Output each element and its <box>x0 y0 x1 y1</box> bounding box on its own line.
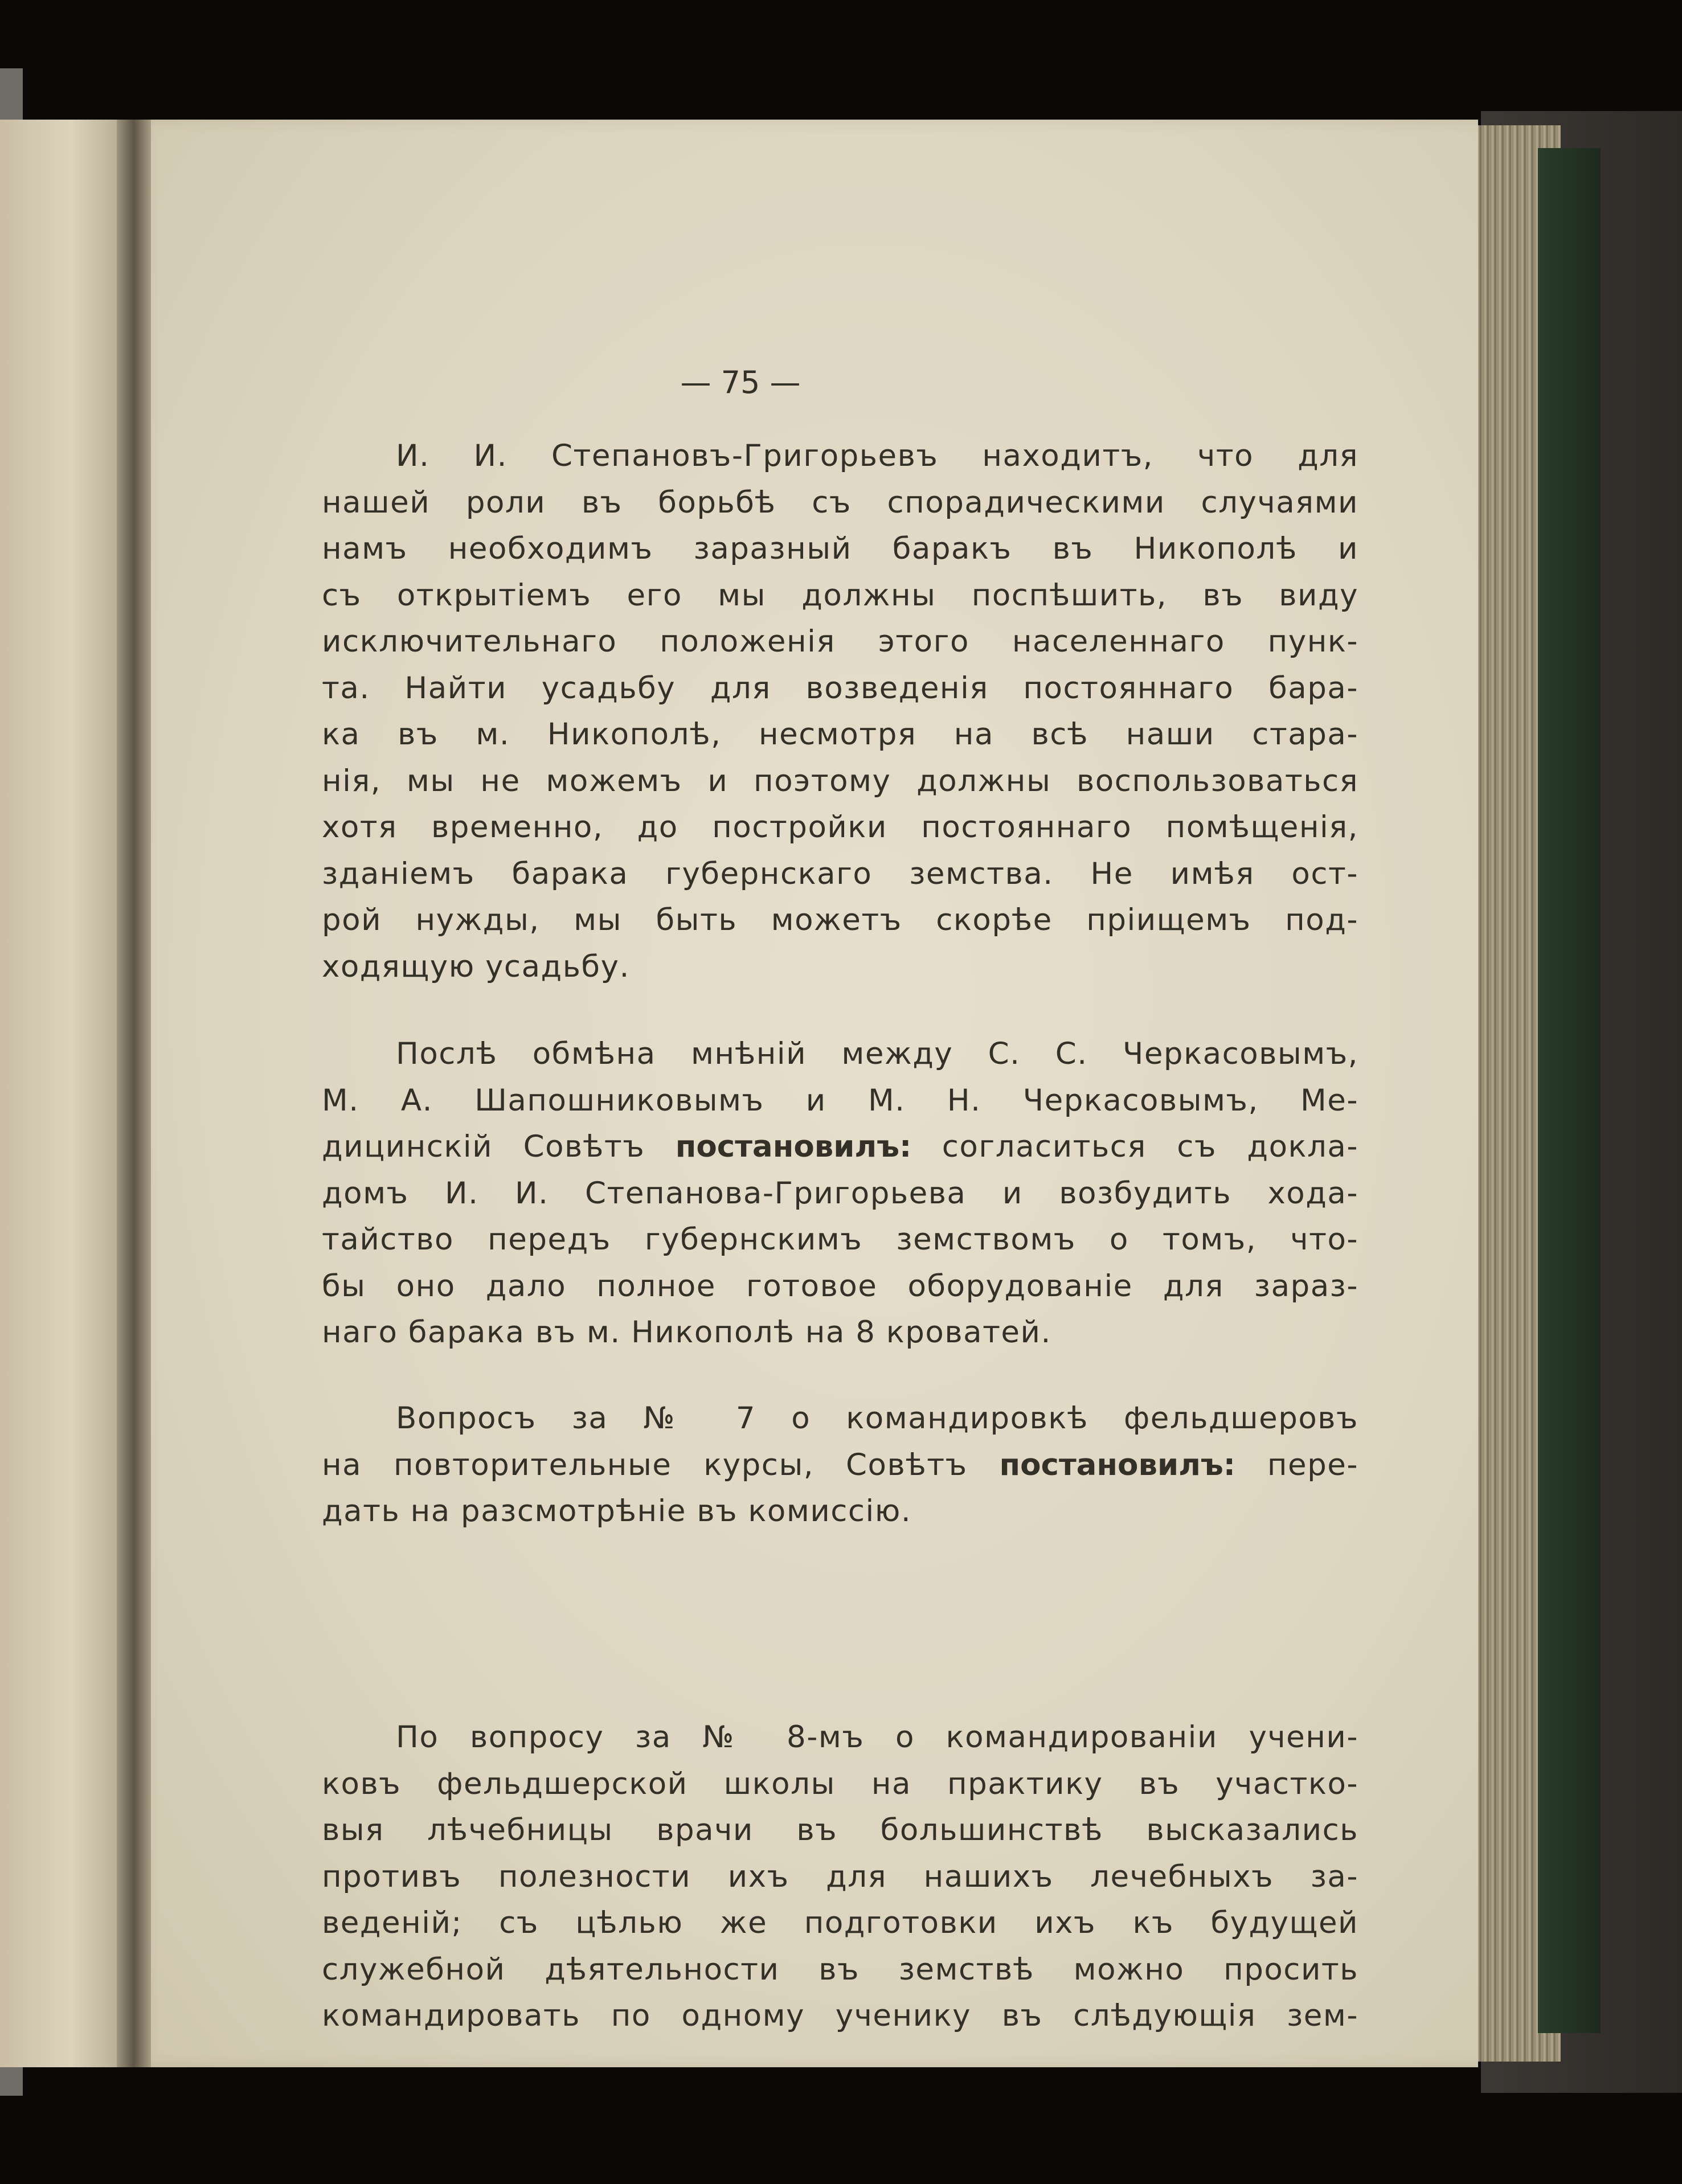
decision-keyword: постановилъ: <box>999 1447 1235 1482</box>
text-line: съ открытіемъ его мы должны поспѣшить, въ виду <box>322 577 1358 613</box>
binding-edge <box>1538 148 1601 2033</box>
text-line-with-emphasis <box>322 1129 1358 1176</box>
book-page <box>128 120 1478 2067</box>
left-page-edge <box>0 120 128 2067</box>
text-line: По вопросу за № 8-мъ о командированіи учени- <box>396 1720 1358 1755</box>
text-line-with-emphasis <box>322 1448 1358 1494</box>
text-line: хотя временно, до постройки постояннаго помѣщенія, <box>322 810 1358 845</box>
paragraph-1 <box>322 439 1358 995</box>
text-fragment: дицинскій Совѣтъ <box>322 1129 676 1164</box>
text-line: зданіемъ барака губернскаго земства. Не имѣя ост- <box>322 856 1358 891</box>
text-line: домъ И. И. Степанова-Григорьева и возбудить хода- <box>322 1175 1358 1211</box>
text-line: та. Найти усадьбу для возведенія постояннаго бара- <box>322 670 1358 706</box>
text-line: тайство передъ губернскимъ земствомъ о томъ, что- <box>322 1222 1358 1257</box>
page-number: — 75 — <box>680 364 801 400</box>
text-line: ка въ м. Никополѣ, несмотря на всѣ наши стара- <box>322 717 1358 752</box>
text-line: веденій; съ цѣлью же подготовки ихъ къ будущей <box>322 1906 1358 1940</box>
text-line: Послѣ обмѣна мнѣній между С. С. Черкасовымъ, <box>396 1036 1358 1071</box>
text-line: ковъ фельдшерской школы на практику въ участко- <box>322 1766 1358 1801</box>
text-line: И. И. Степановъ-Григорьевъ находитъ, что для <box>396 439 1358 473</box>
text-line: наго барака въ м. Никополѣ на 8 кроватей. <box>322 1315 1051 1350</box>
text-line: намъ необходимъ заразный баракъ въ Никополѣ и <box>322 531 1358 566</box>
text-line: бы оно дало полное готовое оборудованіе для зараз- <box>322 1268 1358 1304</box>
text-fragment: согласиться съ докла- <box>911 1129 1358 1164</box>
text-line: дать на разсмотрѣніе въ комиссію. <box>322 1494 912 1529</box>
text-line: командировать по одному ученику въ слѣдующія зем- <box>322 1998 1358 2033</box>
text-line: ходящую усадьбу. <box>322 949 630 984</box>
text-fragment: пере- <box>1235 1447 1358 1482</box>
text-line: Вопросъ за № 7 о командировкѣ фельдшеровъ <box>396 1401 1358 1436</box>
text-fragment: на повторительные курсы, Совѣтъ <box>322 1447 1000 1482</box>
decision-keyword: постановилъ: <box>675 1129 912 1164</box>
paragraph-2 <box>322 1036 1358 1362</box>
text-line: служебной дѣятельности въ земствѣ можно просить <box>322 1952 1358 1987</box>
text-line: выя лѣчебницы врачи въ большинствѣ высказались <box>322 1813 1358 1847</box>
paragraph-4 <box>322 1720 1358 2045</box>
paragraph-3 <box>322 1401 1358 1540</box>
text-line: исключительнаго положенія этого населеннаго пунк- <box>322 624 1358 659</box>
text-line: М. А. Шапошниковымъ и М. Н. Черкасовымъ, Ме- <box>322 1083 1358 1118</box>
text-line: противъ полезности ихъ для нашихъ лечебныхъ за- <box>322 1859 1358 1894</box>
text-line: нія, мы не можемъ и поэтому должны воспользоваться <box>322 763 1358 798</box>
text-line: нашей роли въ борьбѣ съ спорадическими случаями <box>322 485 1358 520</box>
text-line: рой нужды, мы быть можетъ скорѣе пріищемъ под- <box>322 903 1358 937</box>
book-gutter <box>117 120 151 2067</box>
